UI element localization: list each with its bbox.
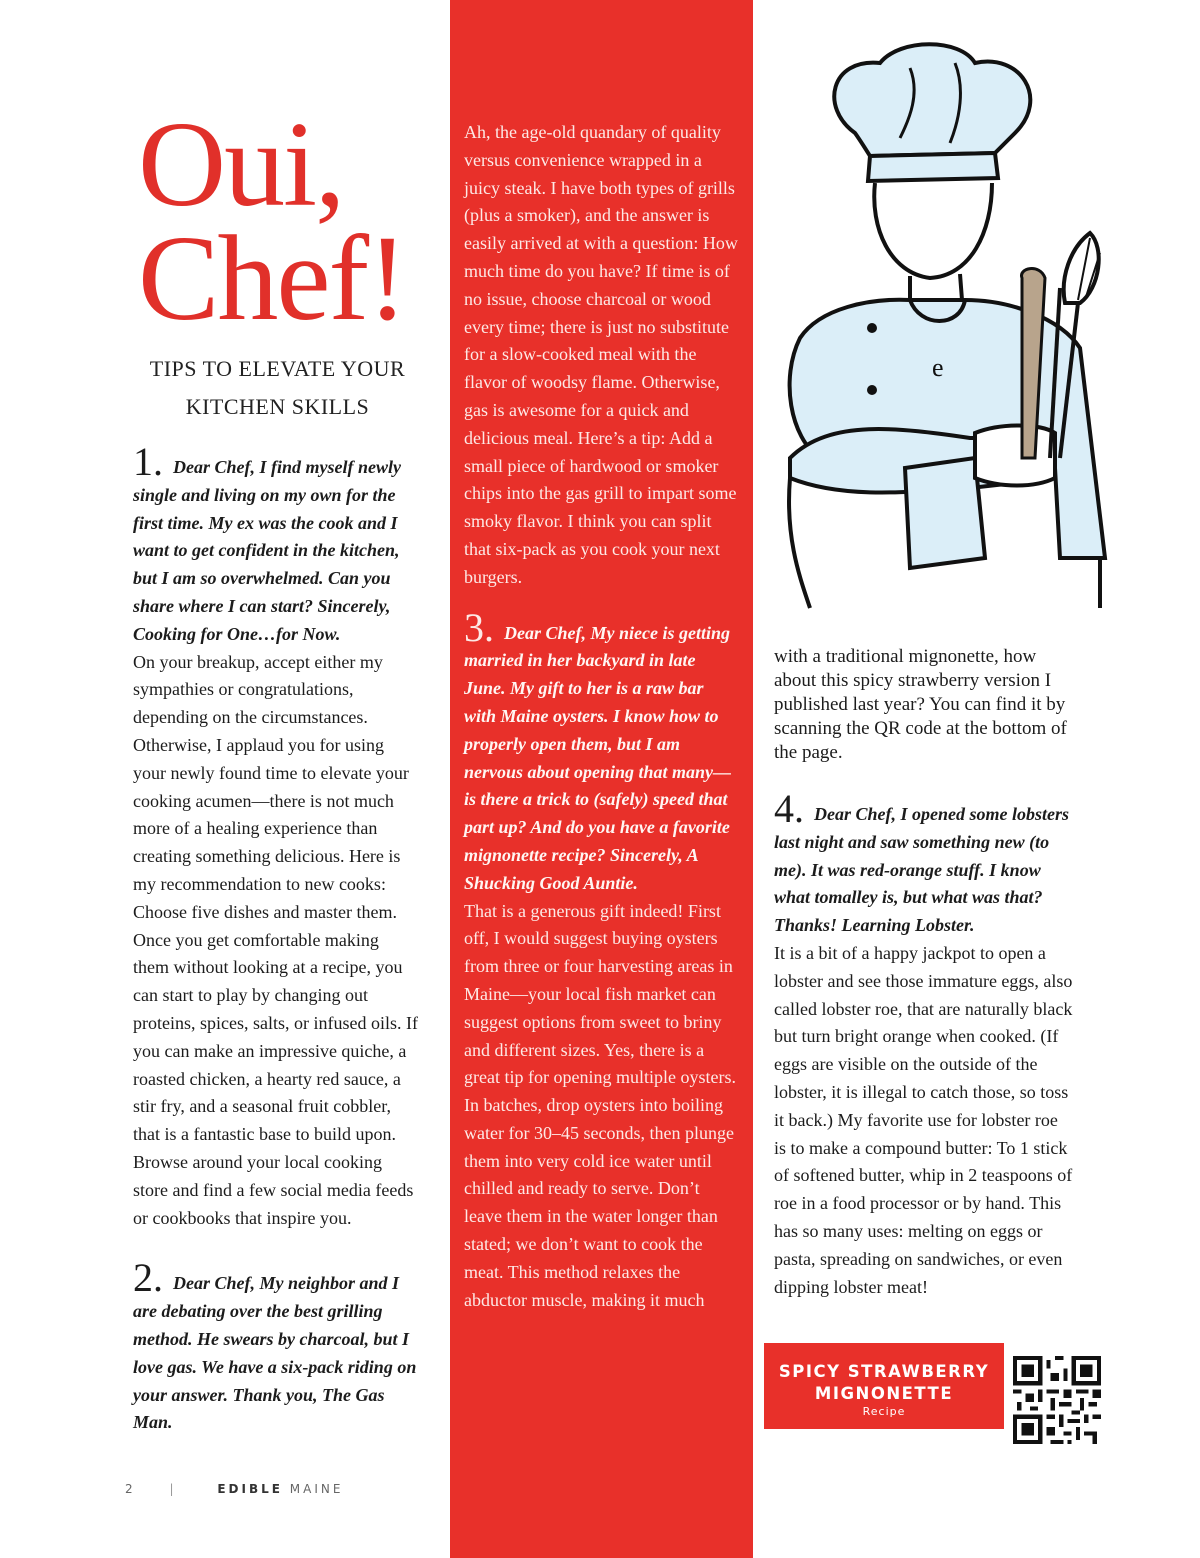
page-subtitle: TIPS TO ELEVATE YOUR KITCHEN SKILLS	[149, 356, 406, 419]
recipe-subtitle: Recipe	[862, 1405, 906, 1418]
letter-2-answer: Ah, the age-old quandary of quality versus convenience wrapped in a juicy steak. I have both types of grills (plus a smoker), and the answer is easily arrived at with a question: How much time do you have? If time is of no issue, choose charcoal or wood every time; there is just no substitute for a slow-cooked meal with the flavor of woodsy flame. Otherwise, gas is awesome for a quick and delicious meal. Here’s a tip: Add a small piece of hardwood or smoker chips into the gas grill to impart some smoky flavor. I think you can split that six-pack as you cook your next burgers.	[464, 122, 738, 587]
letter-2-question	[133, 1255, 418, 1437]
letter-3-answer: That is a generous gift indeed! First off, I would suggest buying oysters from three or four harvesting areas in Maine—your local fish market can suggest options from sweet to briny and different sizes. Yes, there is a great tip for opening multiple oysters. In batches, drop oysters into boiling water for 30–45 seconds, then plunge them into very cold ice water until chilled and ready to serve. Don’t leave them in the water longer than stated; we don’t want to cook the meat. This method relaxes the abductor muscle, making it much	[464, 900, 736, 1310]
page-title	[138, 97, 438, 346]
chef-emblem: e	[932, 353, 944, 382]
page-number: 2	[125, 1482, 133, 1496]
letter-4-question	[774, 786, 1074, 940]
letter-4-question-text: Dear Chef, I opened some lobsters last night and saw something new (to me). It was red-orange stuff. I know what tomalley is, but what was that? Thanks! Learning Lobster.	[774, 804, 1069, 936]
letter-3-answer-continued: with a traditional mignonette, how about this spicy strawberry version I published last year? You can find it by scanning the QR code at the bottom of the page.	[774, 646, 1067, 763]
recipe-title-line-1: SPICY STRAWBERRY	[778, 1362, 990, 1381]
letter-2-number: 2.	[133, 1255, 163, 1301]
letter-2-question-text: Dear Chef, My neighbor and I are debating over the best grilling method. He swears by charcoal, but I love gas. We have a six-pack riding on your answer. Thank you, The Gas Man.	[133, 1273, 417, 1433]
column-2	[464, 119, 740, 1314]
qr-code-icon[interactable]	[1013, 1356, 1101, 1444]
footer-separator: |	[169, 1482, 177, 1496]
recipe-callout	[764, 1343, 1004, 1429]
letter-3-number: 3.	[464, 604, 494, 650]
letter-3-question-text: Dear Chef, My niece is getting married in her backyard in late June. My gift to her is a raw bar with Maine oysters. I know how to properly open them, but I am nervous about opening that many—is there a trick to (safely) speed that part up? And do you have a favorite mignonette recipe? Sincerely, A Shucking Good Auntie.	[464, 622, 732, 893]
footer-brand-light: MAINE	[289, 1482, 344, 1496]
title-line-2: Chef!	[138, 211, 406, 346]
column-3	[774, 645, 1074, 1301]
letter-3-question	[464, 604, 740, 898]
letter-1-question	[133, 439, 418, 649]
recipe-title	[764, 1343, 1004, 1405]
letter-1-answer: On your breakup, accept either my sympathies or congratulations, depending on the circumstances. Otherwise, I applaud you for using your newly found time to elevate your cooking acumen—there is not much more of a healing experience than creating something delicious. Here is my recommendation to new cooks: Choose five dishes and master them. Once you get comfortable making them without looking at a recipe, you can start to play by changing out proteins, spices, salts, or infused oils. If you can make an impressive quiche, a roasted chicken, a hearty red sauce, a stir fry, and a seasonal fruit cobbler, that is a fantastic base to build upon. Browse around your local cooking store and find a few social media feeds or cookbooks that inspire you.	[133, 651, 418, 1228]
letter-4-answer: It is a bit of a happy jackpot to open a lobster and see those immature eggs, also called lobster roe, that are naturally black but turn bright orange when cooked. (If eggs are visible on the outside of the lobster, it is illegal to catch those, so toss it back.) My favorite use for lobster roe is to make a compound butter: To 1 stick of softened butter, whip in 2 teaspoons of roe in a food processor or by hand. This has so many uses: melting on eggs or pasta, spreading on sandwiches, or even dipping lobster meat!	[774, 942, 1073, 1297]
letter-1-number: 1.	[133, 439, 163, 484]
chef-illustration-icon	[760, 38, 1120, 618]
title-line-1: Oui,	[138, 97, 344, 232]
letter-1-question-text: Dear Chef, I find myself newly single and living on my own for the first time. My ex was the cook and I want to get confident in the kitchen, but I am so overwhelmed. Can you share where I can start? Sincerely, Cooking for One…for Now.	[133, 457, 401, 644]
recipe-title-line-2: MIGNONETTE	[814, 1384, 954, 1403]
footer-brand-bold: EDIBLE	[217, 1482, 283, 1496]
letter-4-number: 4.	[774, 786, 804, 831]
column-1	[133, 439, 418, 1437]
page-footer	[125, 1482, 343, 1496]
